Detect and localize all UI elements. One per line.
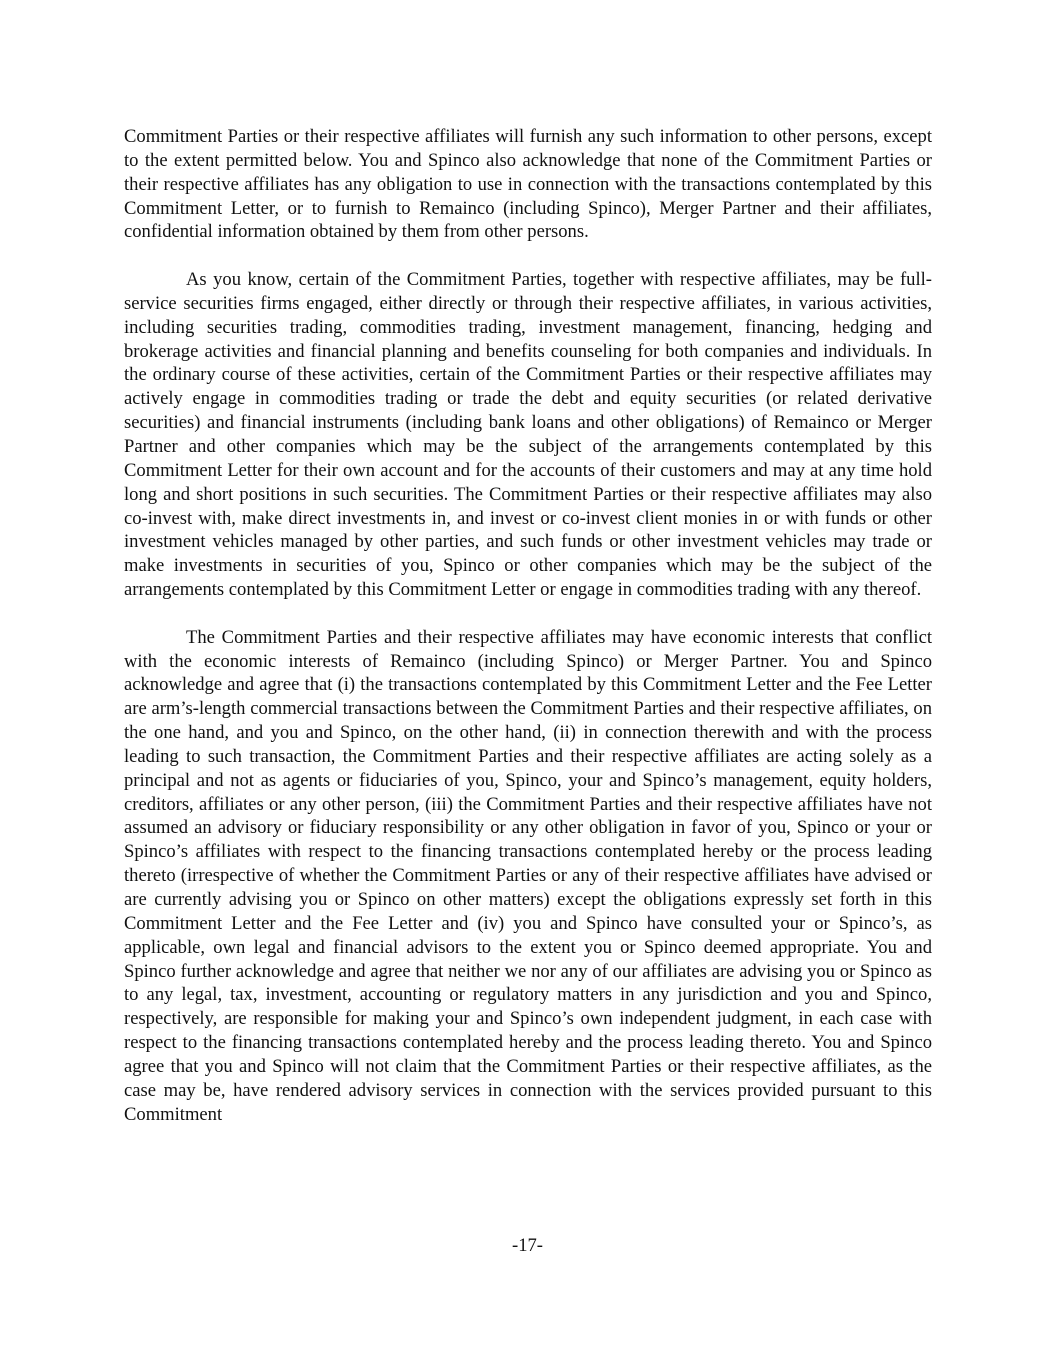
document-body xyxy=(124,125,932,1126)
paragraph-economic-interests: The Commitment Parties and their respective affiliates may have economic interests that conflict with the economic interests of Remainco (including Spinco) or Merger Partner. You and Spinco acknowledge and agree that (i) the transactions contemplated by this Commitment Letter and the Fee Letter are arm’s-length commercial transactions between the Commitment Parties and their respective affiliates, on the one hand, and you and Spinco, on the other hand, (ii) in connection therewith and with the process leading to such transaction, the Commitment Parties and their respective affiliates are acting solely as a principal and not as agents or fiduciaries of you, Spinco, your and Spinco’s management, equity holders, creditors, affiliates or any other person, (iii) the Commitment Parties and their respective affiliates have not assumed an advisory or fiduciary responsibility or any other obligation in favor of you, Spinco or your or Spinco’s affiliates with respect to the financing transactions contemplated hereby or the process leading thereto (irrespective of whether the Commitment Parties or any of their respective affiliates have advised or are currently advising you or Spinco on other matters) except the obligations expressly set forth in this Commitment Letter and the Fee Letter and (iv) you and Spinco have consulted your or Spinco’s, as applicable, own legal and financial advisors to the extent you or Spinco deemed appropriate. You and Spinco further acknowledge and agree that neither we nor any of our affiliates are advising you or Spinco as to any legal, tax, investment, accounting or regulatory matters in any jurisdiction and you and Spinco, respectively, are responsible for making your and Spinco’s own independent judgment, in each case with respect to the financing transactions contemplated hereby and the process leading thereto. You and Spinco agree that you and Spinco will not claim that the Commitment Parties or their respective affiliates, as the case may be, have rendered advisory services in connection with the services provided pursuant to this Commitment xyxy=(124,626,932,1125)
paragraph-securities-activities: As you know, certain of the Commitment Parties, together with respective affiliates, may be full-service securities firms engaged, either directly or through their respective affiliates, in various activities, including securities trading, commodities trading, investment management, financing, hedging and brokerage activities and financial planning and benefits counseling for both companies and individuals. In the ordinary course of these activities, certain of the Commitment Parties or their respective affiliates may actively engage in commodities trading or trade the debt and equity securities (or related derivative securities) and financial instruments (including bank loans and other obligations) of Remainco or Merger Partner and other companies which may be the subject of the arrangements contemplated by this Commitment Letter for their own account and for the accounts of their customers and may at any time hold long and short positions in such securities. The Commitment Parties or their respective affiliates may also co-invest with, make direct investments in, and invest or co-invest client monies in or with funds or other investment vehicles managed by other parties, and such funds or other investment vehicles may trade or make investments in securities of you, Spinco or other companies which may be the subject of the arrangements contemplated by this Commitment Letter or engage in commodities trading with any thereof. xyxy=(124,269,932,601)
page-number: -17- xyxy=(512,1235,543,1256)
paragraph-continuation: Commitment Parties or their respective affiliates will furnish any such information to other persons, except to the extent permitted below. You and Spinco also acknowledge that none of the Commitment Parties or their respective affiliates has any obligation to use in connection with the transactions contemplated by this Commitment Letter, or to furnish to Remainco (including Spinco), Merger Partner and their affiliates, confidential information obtained by them from other persons. xyxy=(124,126,932,243)
